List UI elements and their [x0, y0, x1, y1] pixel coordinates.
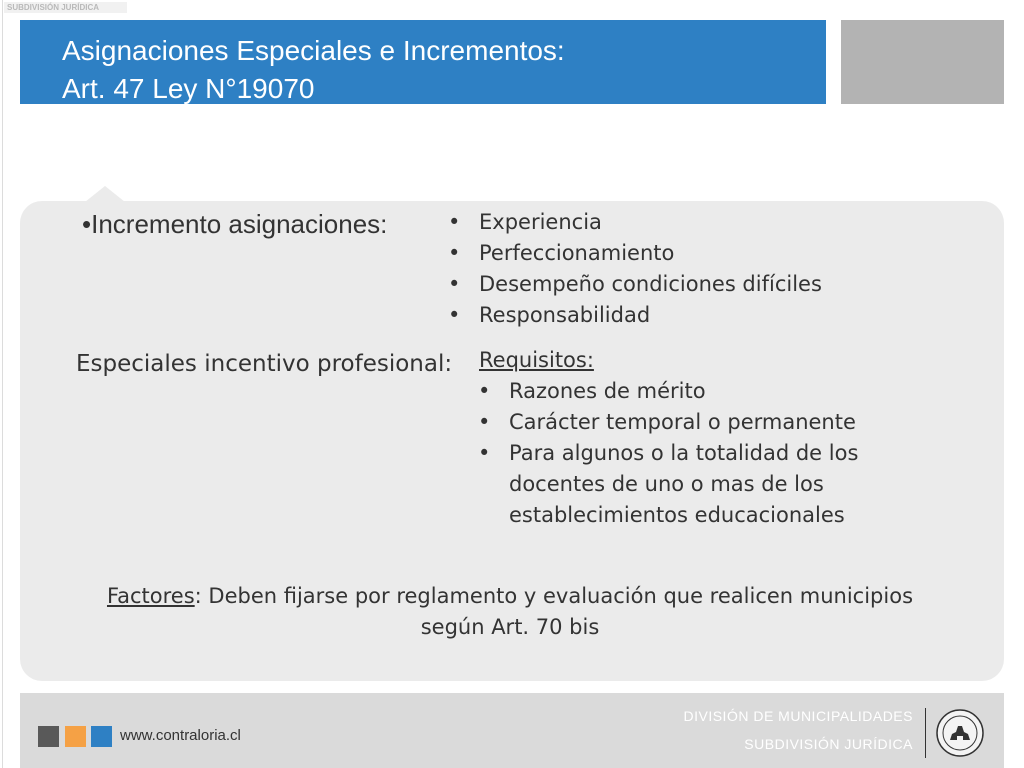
list-item-continuation: docentes de uno o mas de los [509, 472, 824, 496]
footer-square-blue [91, 726, 112, 747]
bullet: • [478, 410, 491, 434]
section1-list [448, 207, 822, 331]
list-item: • Razones de mérito [509, 376, 858, 407]
list-item: • Desempeño condiciones difíciles [479, 269, 822, 300]
title-bar [20, 20, 826, 104]
website-link[interactable]: www.contraloria.cl [120, 727, 241, 744]
top-label: SUBDIVISIÓN JURÍDICA [4, 2, 127, 13]
header-gray-box [841, 20, 1004, 104]
list-item: • Perfeccionamiento [479, 238, 822, 269]
bullet: • [478, 441, 491, 465]
contraloria-seal-icon [935, 708, 985, 762]
factors-text-2: según Art. 70 bis [420, 615, 600, 639]
list-item: • Para algunos o la totalidad de los [509, 438, 858, 469]
requirements-list [478, 376, 859, 531]
division-name: DIVISIÓN DE MUNICIPALIDADES [683, 708, 913, 724]
factors-text: : Deben fijarse por reglamento y evaluación que realicen municipios [194, 584, 914, 608]
left-edge-rule [2, 0, 3, 768]
bullet: • [448, 241, 461, 265]
requirements-title: Requisitos: [479, 348, 594, 372]
section2-heading: Especiales incentivo profesional: [76, 351, 453, 377]
footer-divider [925, 708, 926, 758]
section1-heading: •Incremento asignaciones: [82, 209, 388, 239]
factors-label: Factores [106, 584, 195, 608]
list-item-continuation: establecimientos educacionales [509, 503, 845, 527]
footer-square-orange [65, 726, 86, 747]
factors-note [100, 581, 920, 643]
footer-square-gray [38, 726, 59, 747]
list-item: • Experiencia [479, 207, 822, 238]
list-item: • Responsabilidad [479, 300, 822, 331]
footer [20, 693, 1004, 768]
bullet: • [448, 303, 461, 327]
list-item: • Carácter temporal o permanente [509, 407, 858, 438]
bullet: • [448, 272, 461, 296]
panel-notch [85, 186, 125, 202]
slide-title [62, 32, 565, 108]
title-line-1: Asignaciones Especiales e Incrementos: [62, 35, 565, 66]
title-line-2: Art. 47 Ley N°19070 [62, 73, 315, 104]
subdivision-name: SUBDIVISIÓN JURÍDICA [744, 736, 913, 752]
bullet: • [448, 210, 461, 234]
bullet: • [478, 379, 491, 403]
